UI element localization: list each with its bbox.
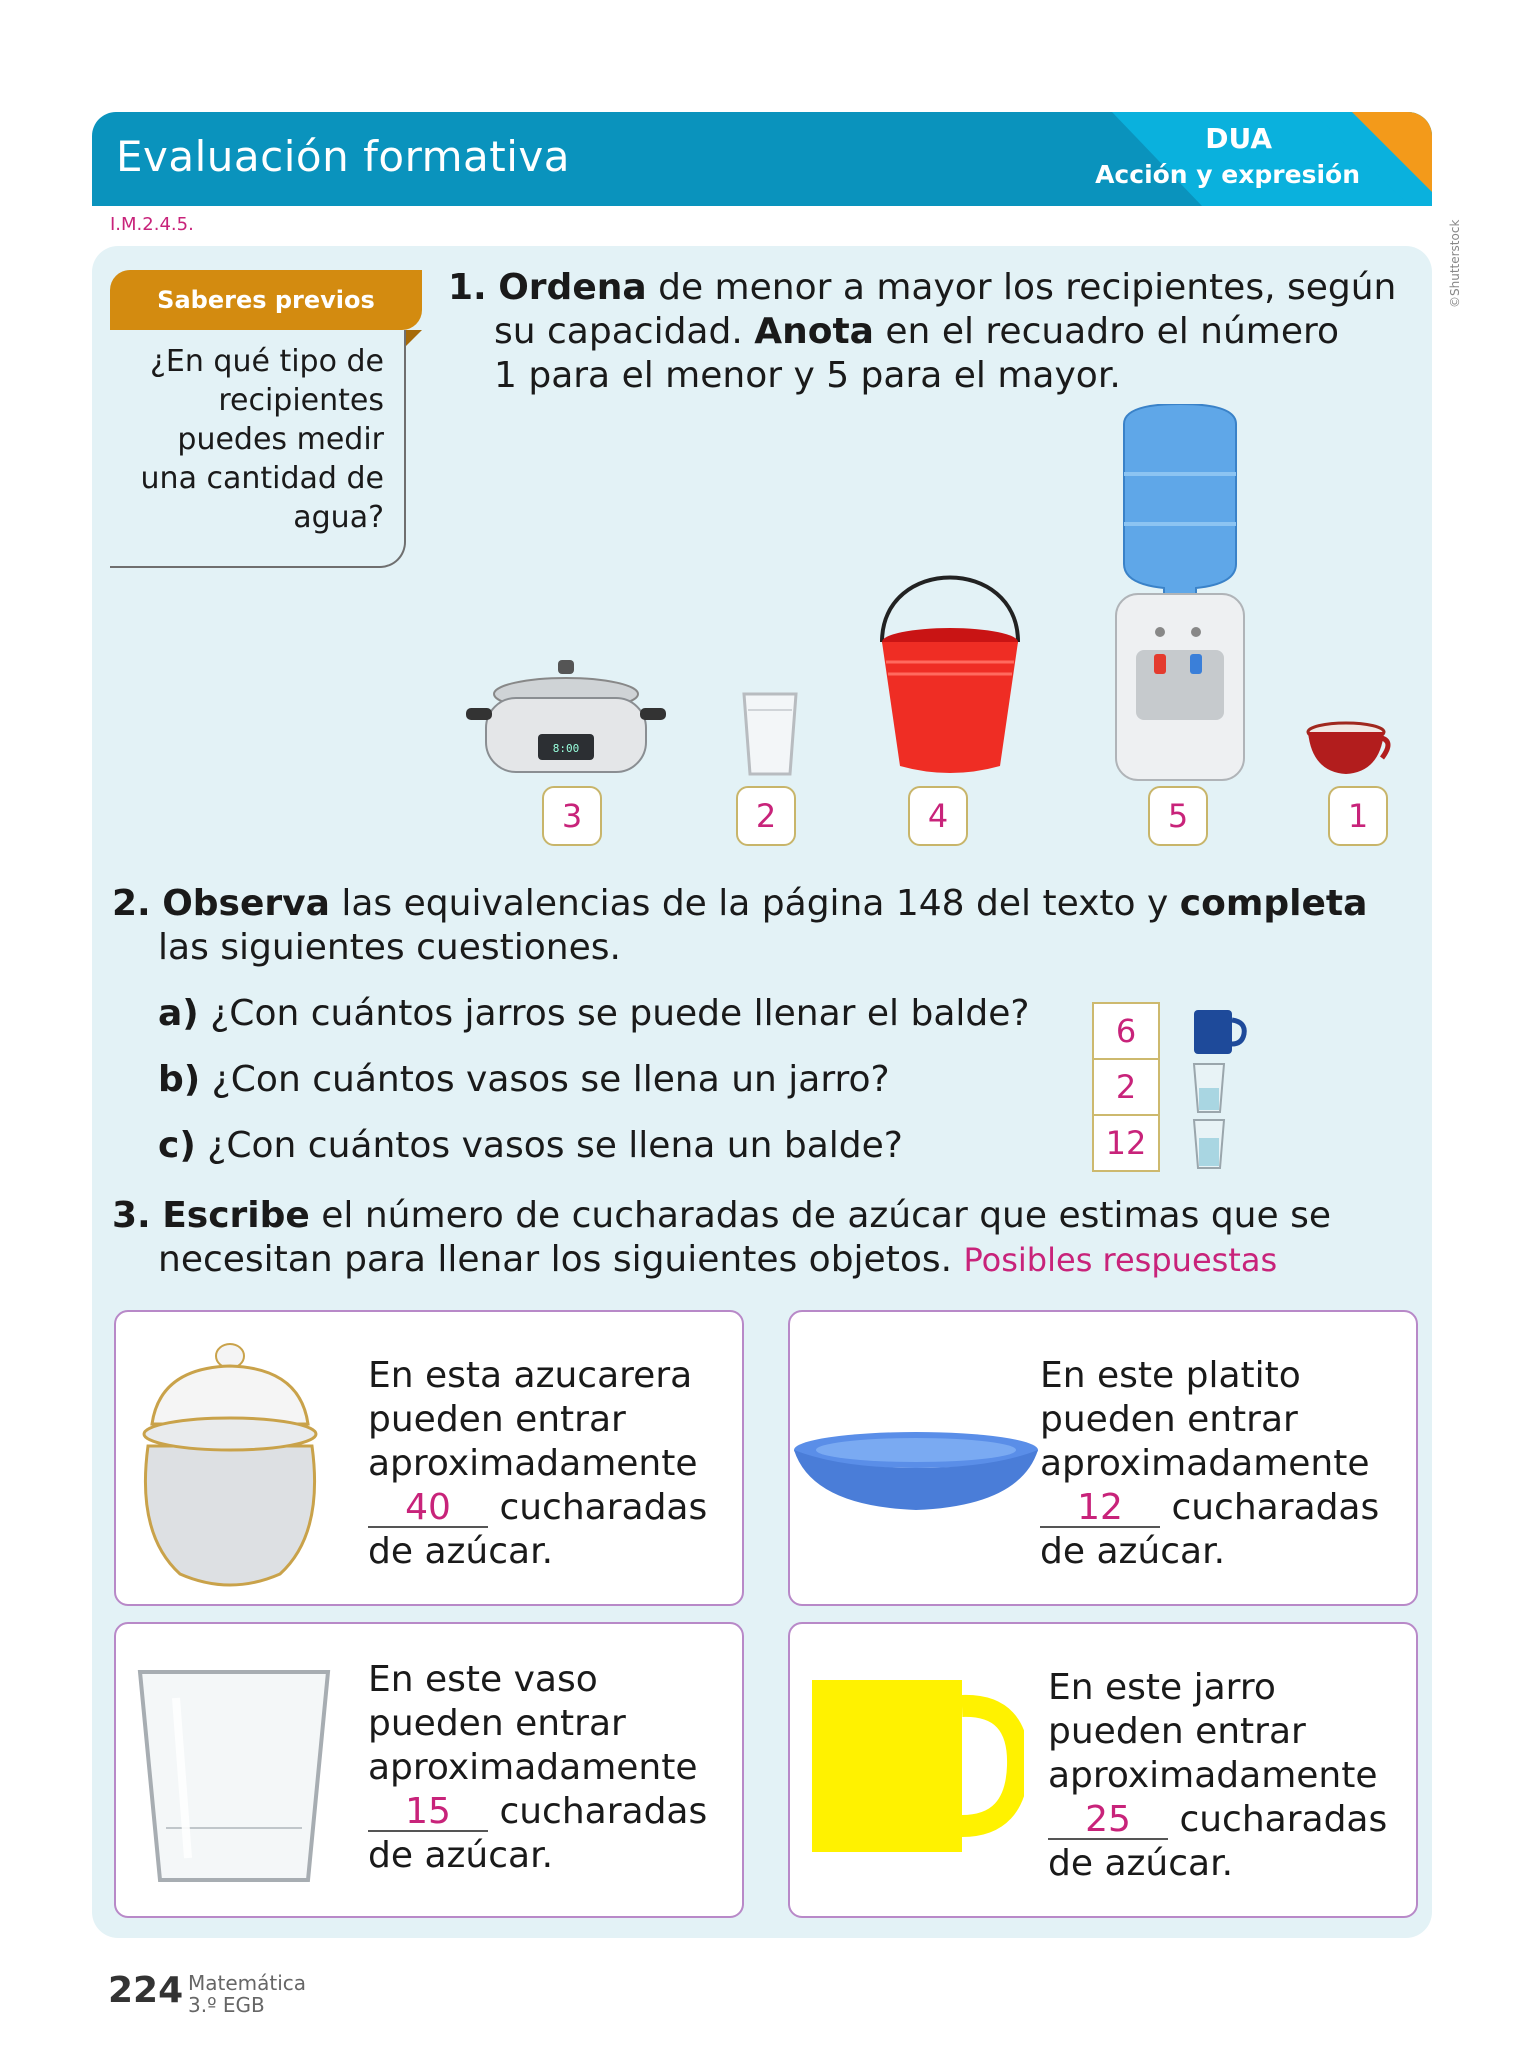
card-text-glass: En este vaso pueden entrar aproximadamente 15 cucharadas de azúcar. [368,1659,708,1876]
card-text-sugar-bowl: En esta azucarera pueden entrar aproximadamente 40 cucharadas de azúcar. [368,1355,708,1572]
small-glass-icon-2 [1192,1118,1226,1170]
slow-cooker-icon [466,656,666,780]
page-title: Evaluación formativa [116,132,570,181]
answer-box-glass[interactable]: 2 [736,786,796,846]
question-2b: b) ¿Con cuántos vasos se llena un jarro? [158,1059,890,1100]
question-3: 3. Escribe el número de cucharadas de azúcar que estimas que se necesitan para llenar los siguientes objetos. Posibles respuestas [112,1195,1331,1280]
dua-subtitle: Acción y expresión [1095,160,1360,189]
answer-box-bucket[interactable]: 4 [908,786,968,846]
question-2c: c) ¿Con cuántos vasos se llena un balde? [158,1125,903,1166]
water-dispenser-icon [1110,404,1250,784]
bucket-icon [870,566,1030,782]
cup-icon [1306,720,1392,780]
question-1: 1. Ordena de menor a mayor los recipientes, según su capacidad. Anota en el recuadro el número 1 para el menor y 5 para el mayor. [448,267,1397,396]
footer-subject: Matemática 3.º EGB [188,1971,307,2017]
glass-icon [740,690,800,780]
mug-icon [1190,1004,1250,1060]
indicator-code: I.M.2.4.5. [110,214,194,235]
answer-blank-glass[interactable]: 15 [368,1794,488,1832]
water-glass-icon [136,1668,332,1886]
svg-text:8:00: 8:00 [552,742,580,755]
possible-answers-note: Posibles respuestas [963,1241,1278,1279]
dua-label: DUA [1205,122,1272,155]
answer-box-water-dispenser[interactable]: 5 [1148,786,1208,846]
answer-box-slow-cooker[interactable]: 3 [542,786,602,846]
yellow-mug-icon [808,1676,1024,1856]
answer-blank-plate[interactable]: 12 [1040,1490,1160,1528]
dua-panel [1012,112,1432,206]
answer-blank-sugar-bowl[interactable]: 40 [368,1490,488,1528]
answer-cell-2c[interactable]: 12 [1092,1114,1160,1172]
answer-cell-2a[interactable]: 6 [1092,1002,1160,1060]
header-banner [92,112,1432,206]
answer-cell-2b[interactable]: 2 [1092,1058,1160,1116]
answer-box-cup[interactable]: 1 [1328,786,1388,846]
saberes-previos-tab: Saberes previos [110,270,422,330]
blue-plate-icon [792,1430,1040,1516]
saberes-question: ¿En qué tipo de recipientes puedes medir una cantidad de agua? [140,344,384,535]
sugar-bowl-icon [130,1334,330,1596]
saberes-previos-box [110,330,406,568]
card-text-plate: En este platito pueden entrar aproximadamente 12 cucharadas de azúcar. [1040,1355,1380,1572]
image-credit: ©Shutterstock [1448,219,1462,308]
tab-fold [404,330,422,348]
page-number: 224 [108,1970,184,2011]
question-2: 2. Observa las equivalencias de la página 148 del texto y completa las siguientes cuestiones. [112,883,1368,968]
question-2a: a) ¿Con cuántos jarros se puede llenar el balde? [158,993,1030,1034]
small-glass-icon [1192,1062,1226,1114]
card-text-mug: En este jarro pueden entrar aproximadamente 25 cucharadas de azúcar. [1048,1667,1388,1884]
answer-blank-mug[interactable]: 25 [1048,1802,1168,1840]
